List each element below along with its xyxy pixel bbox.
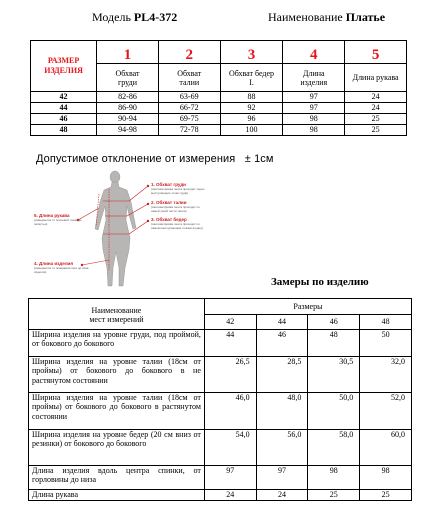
table-cell: 56,0	[256, 430, 308, 466]
tolerance-text: Допустимое отклонение от измерения	[36, 153, 236, 165]
size-column-header: 42	[204, 314, 256, 330]
model-line	[92, 10, 177, 25]
table-row	[29, 466, 412, 490]
name-prefix: Наименование	[268, 10, 343, 24]
table-cell: 92	[220, 103, 283, 114]
measure-name: Длина изделия вдоль центра спинки, от горловины до низа	[29, 466, 205, 490]
table-cell: 52,0	[360, 393, 412, 430]
column-number-5: 5	[345, 41, 407, 64]
size-column-header: 48	[360, 314, 412, 330]
measure-name-header	[29, 299, 205, 330]
model-code: PL4-372	[133, 10, 178, 24]
figure-label-desc: (сантиметровая лента проходит по самой узкой части талии)	[151, 205, 200, 213]
tolerance-value: ± 1см	[244, 153, 274, 165]
table-row	[31, 114, 407, 125]
garment-measurements-table	[28, 298, 412, 501]
table-cell: 97	[283, 92, 345, 103]
table-cell: 94-98	[97, 125, 159, 136]
table-cell: 25	[308, 490, 360, 501]
table-cell: 96	[220, 114, 283, 125]
row-size: 46	[31, 114, 97, 125]
table-cell: 60,0	[360, 430, 412, 466]
table-cell: 63-69	[158, 92, 220, 103]
row-size: 44	[31, 103, 97, 114]
measurements-title: Замеры по изделию	[271, 276, 369, 288]
figure-label-desc: (сантиметровая лента проходит через выступающие точки груди)	[151, 187, 205, 195]
table-row	[31, 92, 407, 103]
table-row	[29, 330, 412, 357]
table-row	[29, 430, 412, 466]
measurement-figure	[30, 168, 240, 290]
size-column-header: 44	[256, 314, 308, 330]
table-cell: 72-78	[158, 125, 220, 136]
table-cell: 48	[308, 330, 360, 357]
column-name-sleeve	[345, 64, 407, 92]
table-cell: 98	[308, 466, 360, 490]
size-header-line1: РАЗМЕР	[47, 56, 80, 65]
table-cell: 69-75	[158, 114, 220, 125]
measure-name: Ширина изделия на уровне бедер (20 см вниз от резинки) от бокового до бокового	[29, 430, 205, 466]
figure-label-num: 4.	[34, 261, 38, 266]
size-column-header: 46	[308, 314, 360, 330]
tolerance-note	[36, 153, 274, 165]
figure-label-desc: (измеряется от плечевой точки до запястья)	[34, 218, 82, 226]
table-row	[31, 125, 407, 136]
measure-name-header-line1: Наименование	[91, 306, 142, 315]
table-cell: 24	[256, 490, 308, 501]
table-cell: 26,5	[204, 357, 256, 393]
measure-name-header-line2: мест измерений	[89, 315, 144, 324]
table-cell: 46	[256, 330, 308, 357]
column-name-text: груди	[117, 77, 137, 87]
measure-name: Ширина изделия на уровне талии (18см от проймы) от бокового до бокового в растянутом состоянии	[29, 393, 205, 430]
measure-name: Длина рукава	[29, 490, 205, 501]
figure-label-text: Обхват груди	[156, 182, 186, 187]
model-prefix: Модель	[92, 10, 131, 24]
column-name-text: Длина рукава	[352, 73, 399, 82]
table-cell: 44	[204, 330, 256, 357]
table-cell: 24	[345, 103, 407, 114]
figure-label-num: 5.	[34, 213, 38, 218]
table-row	[29, 490, 412, 501]
product-name: Платье	[345, 10, 386, 24]
table-cell: 50,0	[308, 393, 360, 430]
table-cell: 46,0	[204, 393, 256, 430]
row-size: 42	[31, 92, 97, 103]
table-cell: 98	[360, 466, 412, 490]
table-cell: 98	[283, 114, 345, 125]
table-cell: 66-72	[158, 103, 220, 114]
product-name-line	[268, 10, 385, 25]
table-cell: 88	[220, 92, 283, 103]
table-cell: 24	[345, 92, 407, 103]
measure-name: Ширина изделия на уровне талии (18см от проймы) от бокового до бокового в не растянутом состоянии	[29, 357, 205, 393]
table-cell: 86-90	[97, 103, 159, 114]
column-name-text: Длина	[303, 68, 325, 78]
column-name-text: Обхват	[177, 68, 202, 78]
column-name-hips	[220, 64, 283, 92]
table-row	[29, 393, 412, 430]
table-cell: 97	[204, 466, 256, 490]
table-row	[31, 103, 407, 114]
row-size: 48	[31, 125, 97, 136]
table-cell: 28,5	[256, 357, 308, 393]
column-name-text: талии	[179, 77, 200, 87]
table-cell: 90-94	[97, 114, 159, 125]
sizes-header: Размеры	[204, 299, 411, 315]
column-number-3: 3	[220, 41, 283, 64]
figure-label-text: Длина рукава	[39, 213, 70, 218]
figure-label-num: 3.	[151, 217, 155, 222]
table-cell: 32,0	[360, 357, 412, 393]
column-number-4: 4	[283, 41, 345, 64]
table-cell: 58,0	[308, 430, 360, 466]
table-cell: 100	[220, 125, 283, 136]
column-number-2: 2	[158, 41, 220, 64]
table-cell: 25	[360, 490, 412, 501]
table-cell: 30,5	[308, 357, 360, 393]
figure-label-desc: (измеряется от основания шеи до низа изделия)	[34, 266, 89, 274]
table-cell: 97	[283, 103, 345, 114]
figure-label-text: Обхват талии	[156, 200, 187, 205]
table-cell: 25	[345, 125, 407, 136]
figure-label-text: Длина изделия	[39, 261, 73, 266]
table-cell: 54,0	[204, 430, 256, 466]
table-cell: 98	[283, 125, 345, 136]
table-cell: 48,0	[256, 393, 308, 430]
table-cell: 97	[256, 466, 308, 490]
table-row	[29, 357, 412, 393]
figure-label-text: Обхват бедер	[156, 217, 187, 222]
table-cell: 82-86	[97, 92, 159, 103]
figure-label-num: 2.	[151, 200, 155, 205]
size-header-cell	[31, 41, 97, 92]
table-cell: 50	[360, 330, 412, 357]
column-name-text: Обхват	[115, 68, 140, 78]
measure-name: Ширина изделия на уровне груди, под проймой, от бокового до бокового	[29, 330, 205, 357]
column-name-text: Обхват бедер	[228, 68, 275, 78]
column-name-text: I.	[249, 77, 254, 87]
figure-label-desc: (сантиметровая лента проходит по самым выступающим точкам ягодиц)	[151, 222, 203, 230]
column-name-length	[283, 64, 345, 92]
table-cell: 24	[204, 490, 256, 501]
column-name-text: изделия	[300, 77, 328, 87]
size-chart-table	[30, 40, 407, 136]
figure-label-num: 1.	[151, 182, 155, 187]
table-cell: 25	[345, 114, 407, 125]
column-number-1: 1	[97, 41, 159, 64]
column-name-chest	[97, 64, 159, 92]
size-header-line2: ИЗДЕЛИЯ	[44, 66, 83, 75]
column-name-waist	[158, 64, 220, 92]
